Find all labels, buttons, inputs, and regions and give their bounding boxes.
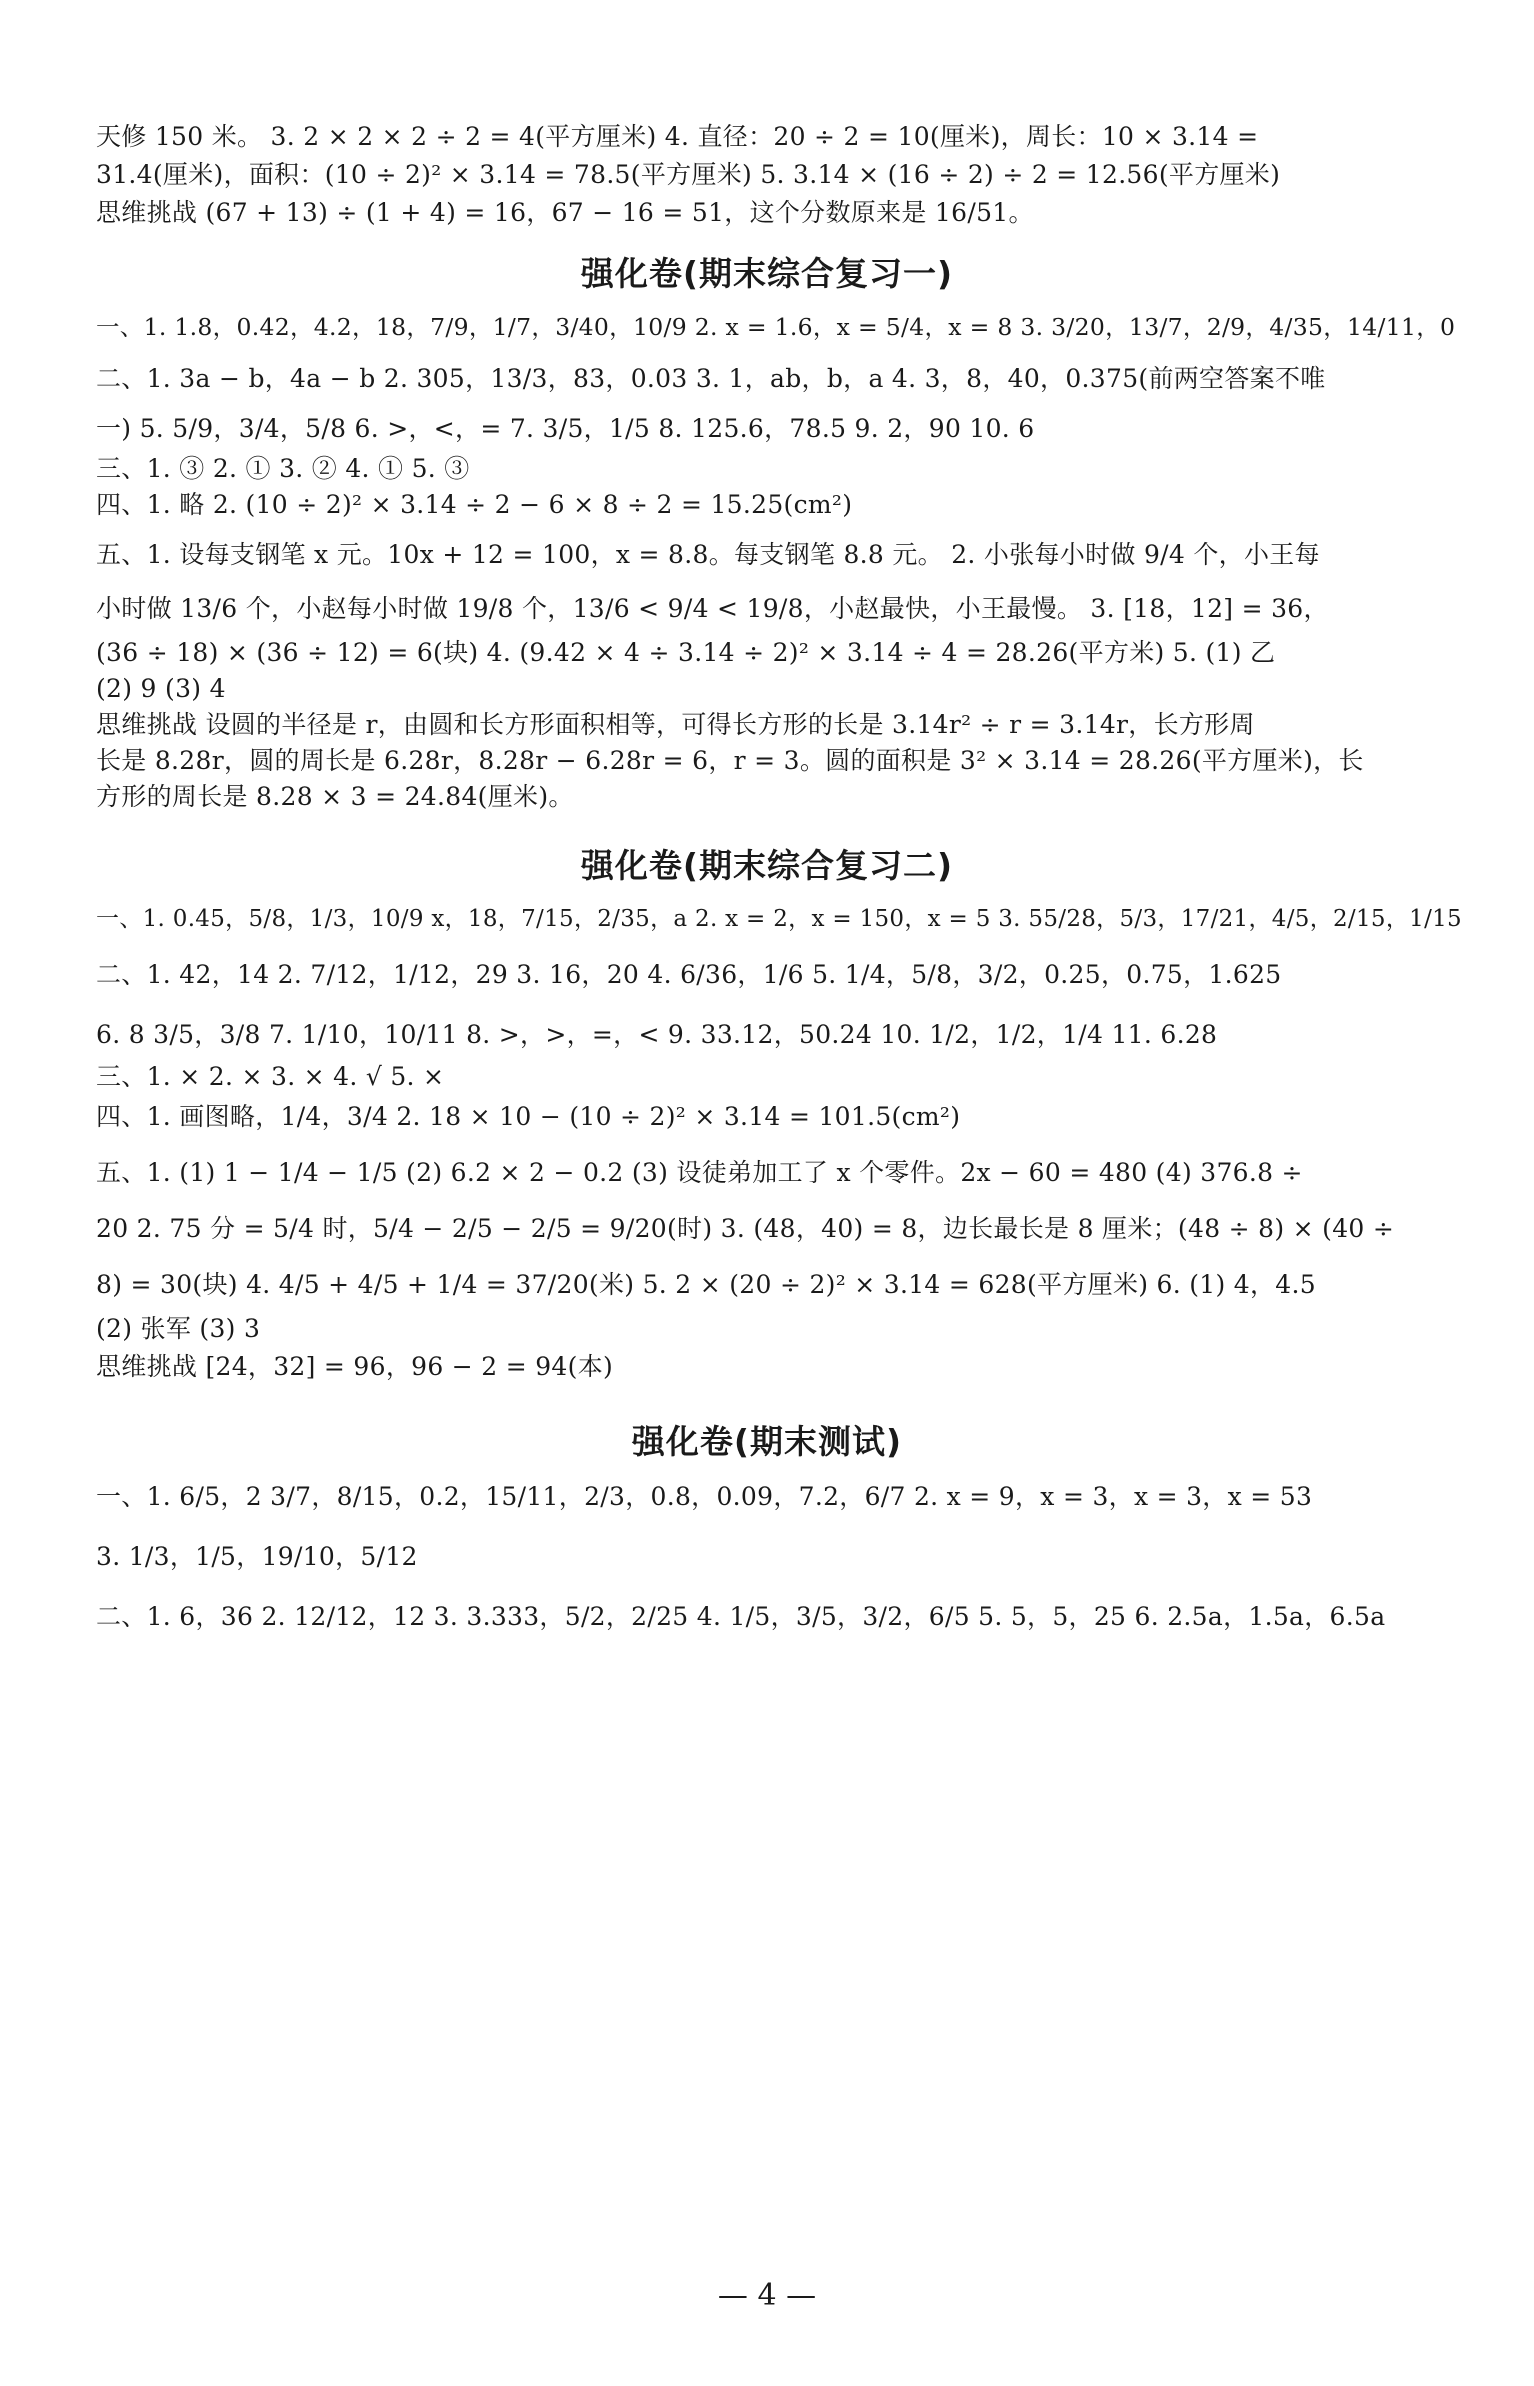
text-line: 31.4(厘米)，面积：(10 ÷ 2)² × 3.14 = 78.5(平方厘米) 5. 3.14 × (16 ÷ 2) ÷ 2 = 12.56(平方厘米) xyxy=(96,160,1281,189)
text-line: (2) 张军 (3) 3 xyxy=(96,1314,261,1343)
text-line: 一、1. 0.45，5/8，1/3，10/9 x，18，7/15，2/35，a 2. x = 2，x = 150，x = 5 3. 55/28，5/3，17/21，4/5，2/15，1/15 xyxy=(96,906,1462,932)
text-line: 3. 1/3，1/5，19/10，5/12 xyxy=(96,1542,418,1571)
text-line: 五、1. 设每支钢笔 x 元。10x + 12 = 100，x = 8.8。每支钢笔 8.8 元。 2. 小张每小时做 9/4 个，小王每 xyxy=(96,540,1320,569)
text-line: 三、1. × 2. × 3. × 4. √ 5. × xyxy=(96,1062,445,1091)
section-title: 强化卷(期末综合复习一) xyxy=(580,254,954,293)
text-line: 思维挑战 设圆的半径是 r，由圆和长方形面积相等，可得长方形的长是 3.14r² ÷ r = 3.14r，长方形周 xyxy=(96,710,1255,739)
text-line: 二、1. 3a − b，4a − b 2. 305，13/3，83，0.03 3. 1，ab，b，a 4. 3，8，40，0.375(前两空答案不唯 xyxy=(96,364,1326,393)
text-line: 五、1. (1) 1 − 1/4 − 1/5 (2) 6.2 × 2 − 0.2 (3) 设徒弟加工了 x 个零件。2x − 60 = 480 (4) 376.8 ÷ xyxy=(96,1158,1303,1187)
text-line: 一) 5. 5/9，3/4，5/8 6. >，<，= 7. 3/5，1/5 8. 125.6，78.5 9. 2，90 10. 6 xyxy=(96,414,1035,443)
text-line: 20 2. 75 分 = 5/4 时，5/4 − 2/5 − 2/5 = 9/20(时) 3. (48，40) = 8，边长最长是 8 厘米；(48 ÷ 8) × (40 ÷ xyxy=(96,1214,1395,1243)
section-title: 强化卷(期末综合复习二) xyxy=(580,846,954,885)
text-line: 思维挑战 [24，32] = 96，96 − 2 = 94(本) xyxy=(96,1352,614,1381)
text-line: 一、1. 6/5，2 3/7，8/15，0.2，15/11，2/3，0.8，0.09，7.2，6/7 2. x = 9，x = 3，x = 3，x = 53 xyxy=(96,1482,1313,1511)
text-line: 二、1. 6，36 2. 12/12，12 3. 3.333，5/2，2/25 4. 1/5，3/5，3/2，6/5 5. 5，5，25 6. 2.5a，1.5a，6.5a xyxy=(96,1602,1386,1631)
text-line: 方形的周长是 8.28 × 3 = 24.84(厘米)。 xyxy=(96,782,574,811)
text-line: 8) = 30(块) 4. 4/5 + 4/5 + 1/4 = 37/20(米) 5. 2 × (20 ÷ 2)² × 3.14 = 628(平方厘米) 6. (1) 4，4.5 xyxy=(96,1270,1316,1299)
text-line: 6. 8 3/5，3/8 7. 1/10，10/11 8. >，>，=，< 9. 33.12，50.24 10. 1/2，1/2，1/4 11. 6.28 xyxy=(96,1020,1218,1049)
text-line: (2) 9 (3) 4 xyxy=(96,674,226,703)
text-line: 四、1. 略 2. (10 ÷ 2)² × 3.14 ÷ 2 − 6 × 8 ÷ 2 = 15.25(cm²) xyxy=(96,490,853,519)
text-line: 长是 8.28r，圆的周长是 6.28r，8.28r − 6.28r = 6，r = 3。圆的面积是 3² × 3.14 = 28.26(平方厘米)，长 xyxy=(96,746,1364,775)
text-line: 二、1. 42，14 2. 7/12，1/12，29 3. 16，20 4. 6/36，1/6 5. 1/4，5/8，3/2，0.25，0.75，1.625 xyxy=(96,960,1282,989)
page-number: — 4 — xyxy=(717,2278,817,2313)
text-line: 思维挑战 (67 + 13) ÷ (1 + 4) = 16，67 − 16 = 51，这个分数原来是 16/51。 xyxy=(96,198,1034,227)
text-line: 天修 150 米。 3. 2 × 2 × 2 ÷ 2 = 4(平方厘米) 4. 直径：20 ÷ 2 = 10(厘米)，周长：10 × 3.14 = xyxy=(96,122,1259,151)
text-line: (36 ÷ 18) × (36 ÷ 12) = 6(块) 4. (9.42 × 4 ÷ 3.14 ÷ 2)² × 3.14 ÷ 4 = 28.26(平方米) 5. (1) 乙 xyxy=(96,638,1276,667)
section-title: 强化卷(期末测试) xyxy=(631,1422,903,1461)
text-line: 小时做 13/6 个，小赵每小时做 19/8 个，13/6 < 9/4 < 19/8，小赵最快，小王最慢。 3. [18，12] = 36， xyxy=(96,594,1329,623)
text-line: 四、1. 画图略，1/4，3/4 2. 18 × 10 − (10 ÷ 2)² × 3.14 = 101.5(cm²) xyxy=(96,1102,961,1131)
text-line: 一、1. 1.8，0.42，4.2，18，7/9，1/7，3/40，10/9 2. x = 1.6，x = 5/4，x = 8 3. 3/20，13/7，2/9，4/35，14/11，0 xyxy=(96,313,1456,341)
text-line: 三、1. ③ 2. ① 3. ② 4. ① 5. ③ xyxy=(96,454,470,483)
